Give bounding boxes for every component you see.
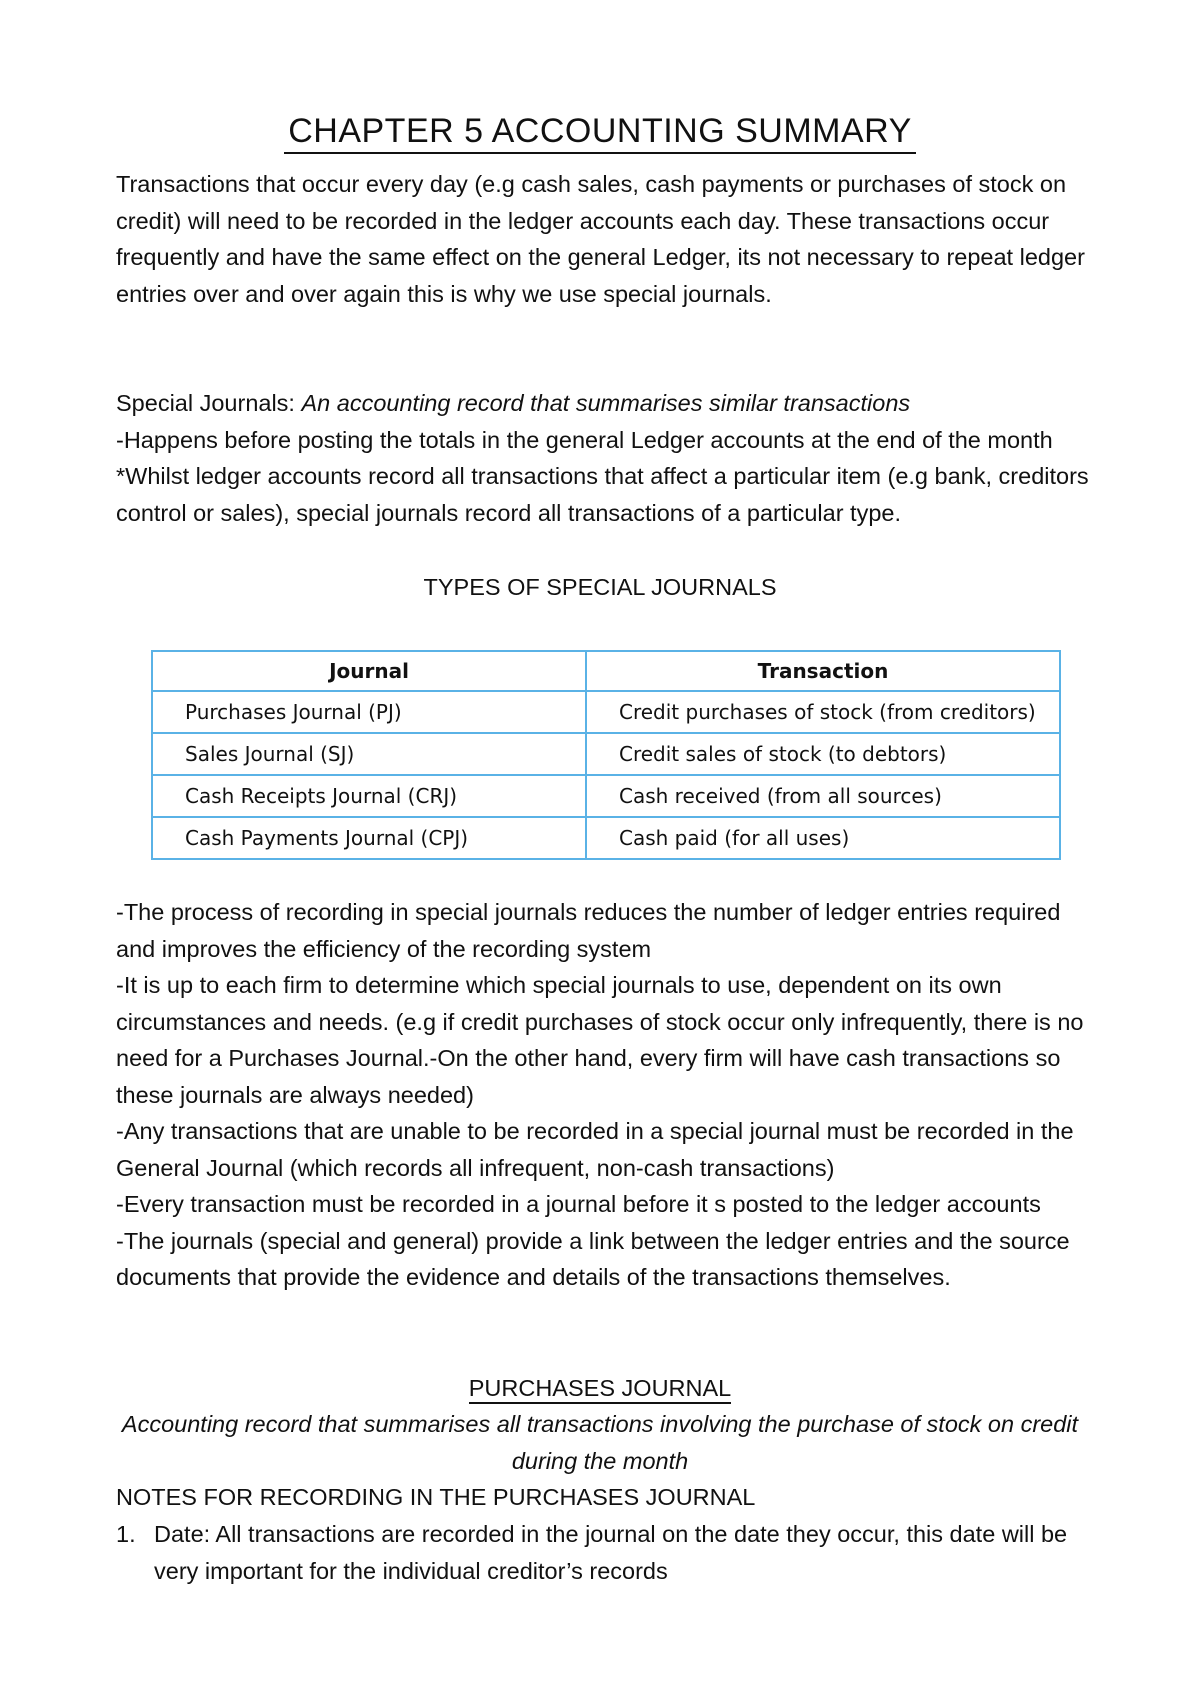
page-title: CHAPTER 5 ACCOUNTING SUMMARY: [284, 112, 916, 154]
special-journals-point: -Happens before posting the totals in the general Ledger accounts at the end of the month: [116, 426, 1053, 453]
table-cell-journal: Sales Journal (SJ): [152, 733, 586, 775]
table-cell-transaction: Cash received (from all sources): [586, 775, 1060, 817]
table-cell-transaction: Cash paid (for all uses): [586, 817, 1060, 859]
special-journals-definition: An accounting record that summarises similar transactions: [301, 390, 911, 416]
special-journals-point: *Whilst ledger accounts record all transactions that affect a particular item (e.g bank, creditors control or sales), special journals record all transactions of a particular type.: [116, 463, 1089, 526]
process-point: -Any transactions that are unable to be recorded in a special journal must be recorded in the General Journal (which records all infrequent, non-cash transactions): [116, 1118, 1074, 1181]
purchases-journal-heading-wrap: [0, 1370, 1200, 1406]
special-journals-section: [116, 385, 1096, 531]
note-number: 1.: [116, 1521, 136, 1547]
purchases-journal-heading: PURCHASES JOURNAL: [469, 1375, 731, 1404]
purchases-journal-definition: Accounting record that summarises all transactions involving the purchase of stock on credit during the month: [121, 1411, 1079, 1474]
types-heading: TYPES OF SPECIAL JOURNALS: [423, 574, 777, 600]
page-title-wrap: [0, 112, 1200, 154]
table-row: [152, 691, 1060, 733]
note-text: Date: All transactions are recorded in the journal on the date they occur, this date will be very important for the individual creditor’s records: [154, 1521, 1068, 1584]
special-journals-table: [151, 650, 1061, 860]
process-point: -The process of recording in special journals reduces the number of ledger entries required and improves the efficiency of the recording system: [116, 899, 1061, 962]
list-item: [116, 1516, 1096, 1589]
table-cell-journal: Purchases Journal (PJ): [152, 691, 586, 733]
process-point: -It is up to each firm to determine which special journals to use, dependent on its own circumstances and needs. (e.g if credit purchases of stock occur only infrequently, there is no need for a Purchases Journal.-On the other hand, every firm will have cash transactions so these journals are always needed): [116, 972, 1084, 1108]
table-header-row: [152, 651, 1060, 691]
special-journals-definition-line: [116, 385, 1096, 422]
notes-heading: NOTES FOR RECORDING IN THE PURCHASES JOURNAL: [116, 1484, 756, 1510]
table-cell-transaction: Credit purchases of stock (from creditors): [586, 691, 1060, 733]
table-cell-transaction: Credit sales of stock (to debtors): [586, 733, 1060, 775]
table-cell-journal: Cash Receipts Journal (CRJ): [152, 775, 586, 817]
process-point: -Every transaction must be recorded in a journal before it s posted to the ledger accounts: [116, 1191, 1041, 1217]
table-row: [152, 817, 1060, 859]
table-row: [152, 733, 1060, 775]
table-cell-journal: Cash Payments Journal (CPJ): [152, 817, 586, 859]
table-header-journal: Journal: [152, 651, 586, 691]
table-header-transaction: Transaction: [586, 651, 1060, 691]
process-points-section: [116, 894, 1096, 1296]
process-point: -The journals (special and general) provide a link between the ledger entries and the source documents that provide the evidence and details of the transactions themselves.: [116, 1227, 1070, 1290]
table-row: [152, 775, 1060, 817]
special-journals-term: Special Journals:: [116, 390, 295, 416]
intro-paragraph: Transactions that occur every day (e.g cash sales, cash payments or purchases of stock on credit) will need to be recorded in the ledger accounts each day. These transactions occur frequently and have the same effect on the general Ledger, its not necessary to repeat ledger entries over and over again this is why we use special journals.: [116, 171, 1085, 307]
